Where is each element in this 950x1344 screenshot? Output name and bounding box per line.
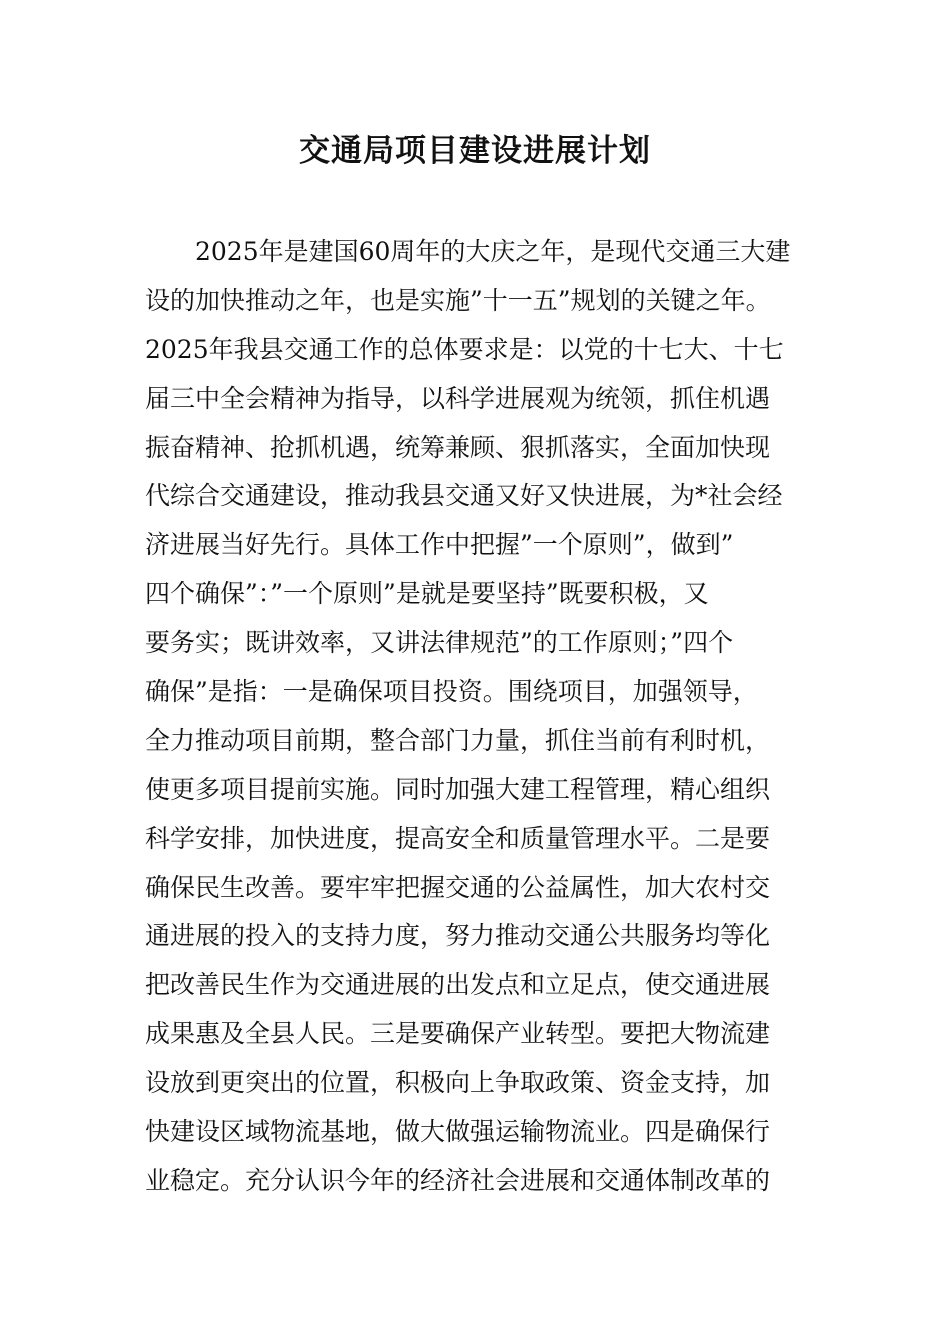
body-line: 确保民生改善。要牢牢把握交通的公益属性，加大农村交: [145, 872, 771, 902]
document-title: 交通局项目建设进展计划: [299, 133, 651, 169]
body-line: 四个确保”：”一个原则”是就是要坚持”既要积极，又: [145, 579, 709, 609]
document-body: [145, 228, 815, 1206]
body-line: 成果惠及全县人民。三是要确保产业转型。要把大物流建: [145, 1019, 771, 1049]
body-line: 全力推动项目前期，整合部门力量，抓住当前有利时机，: [145, 725, 771, 755]
body-line: 设的加快推动之年，也是实施”十一五”规划的关键之年。: [145, 285, 771, 315]
body-line: 快建设区域物流基地，做大做强运输物流业。四是确保行: [145, 1117, 771, 1147]
body-line: 济进展当好先行。具体工作中把握”一个原则”，做到”: [145, 530, 734, 560]
body-line: 业稳定。充分认识今年的经济社会进展和交通体制改革的: [145, 1165, 771, 1195]
body-line: 代综合交通建设，推动我县交通又好又快进展，为*社会经: [145, 481, 783, 511]
body-line: 确保”是指：一是确保项目投资。围绕项目，加强领导，: [145, 677, 758, 707]
body-line: 设放到更突出的位置，积极向上争取政策、资金支持，加: [145, 1068, 771, 1098]
body-line: 届三中全会精神为指导，以科学进展观为统领，抓住机遇: [145, 383, 771, 413]
body-line: 要务实；既讲效率，又讲法律规范”的工作原则；”四个: [145, 628, 734, 658]
body-line: 振奋精神、抢抓机遇，统筹兼顾、狠抓落实，全面加快现: [145, 432, 771, 462]
body-line: 使更多项目提前实施。同时加强大建工程管理，精心组织: [145, 774, 771, 804]
body-line: 2025年我县交通工作的总体要求是：以党的十七大、十七: [145, 334, 784, 364]
body-line: 科学安排，加快进度，提高安全和质量管理水平。二是要: [145, 823, 771, 853]
body-line: 2025年是建国60周年的大庆之年，是现代交通三大建: [195, 237, 791, 266]
body-line: 把改善民生作为交通进展的出发点和立足点，使交通进展: [145, 970, 771, 1000]
body-line: 通进展的投入的支持力度，努力推动交通公共服务均等化: [145, 921, 771, 951]
